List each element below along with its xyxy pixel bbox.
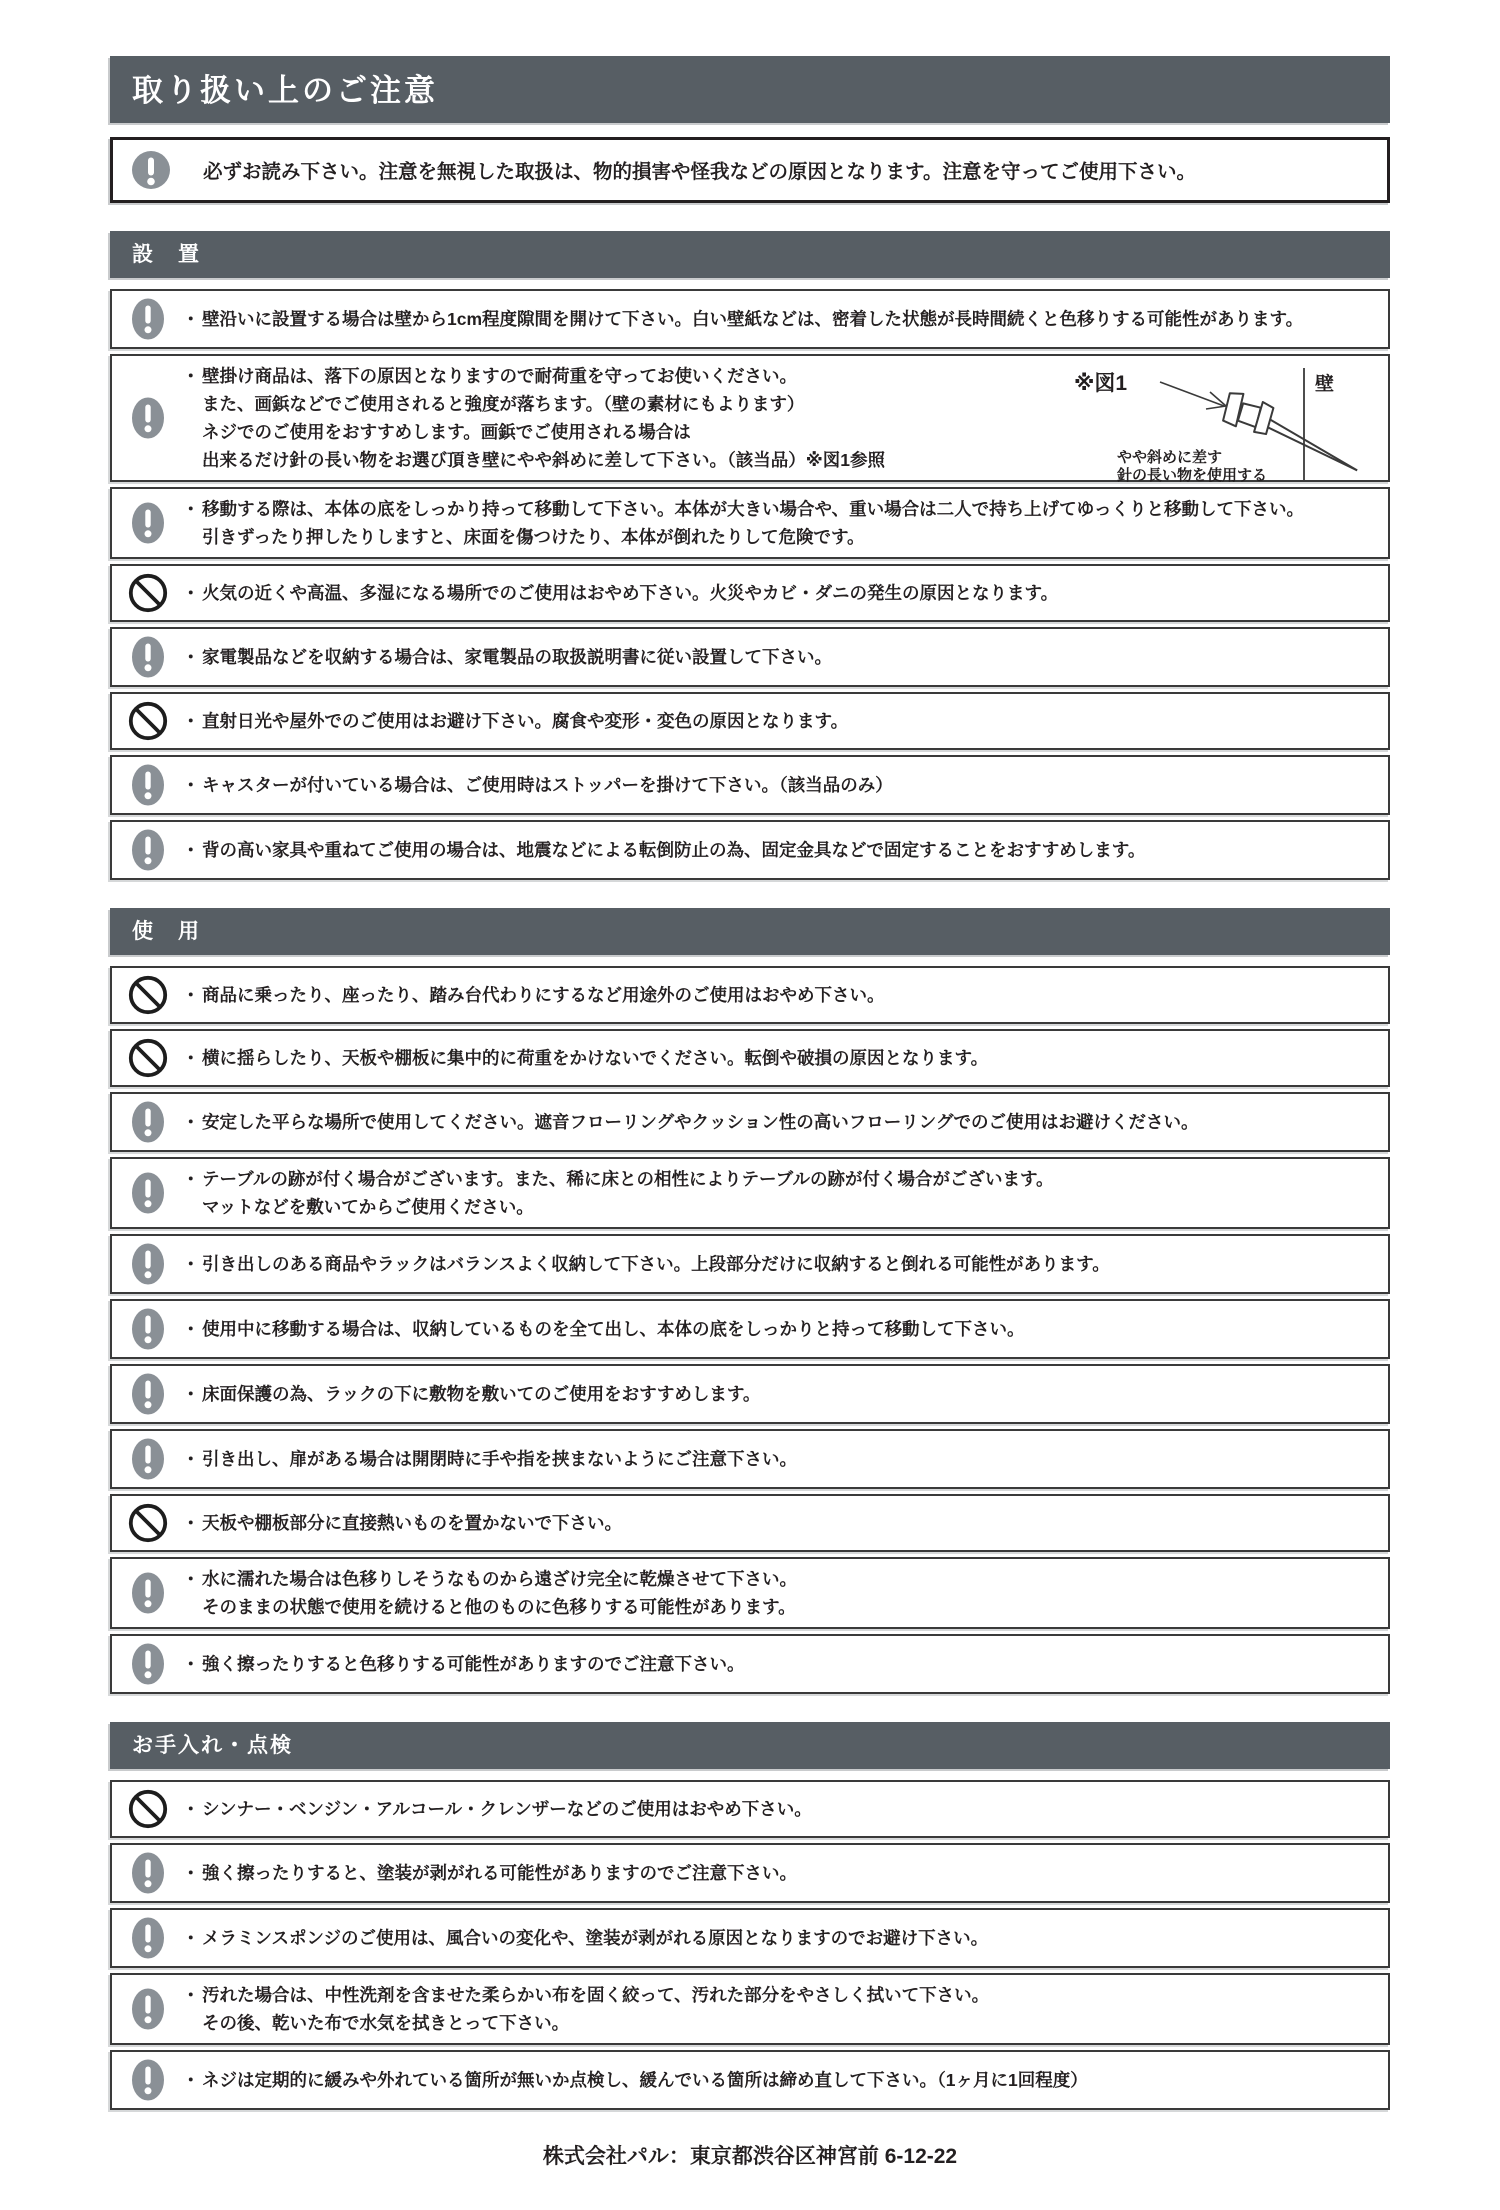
caution-item	[110, 1557, 1390, 1629]
prohibition-icon	[127, 974, 169, 1016]
prohibition-icon	[127, 1037, 169, 1079]
item-text: ・ 引き出し、扉がある場合は開閉時に手や指を挟まないようにご注意下さい。	[182, 1445, 797, 1473]
item-text: ・ 強く擦ったりすると色移りする可能性がありますのでご注意下さい。	[182, 1650, 745, 1678]
company-address: 株式会社パル：東京都渋谷区神宮前 6-12-22	[542, 2145, 958, 2168]
caution-exclamation-icon	[131, 1851, 165, 1895]
item-text: ・ 強く擦ったりすると、塗装が剥がれる可能性がありますのでご注意下さい。	[182, 1859, 797, 1887]
item-text: ・ 背の高い家具や重ねてご使用の場合は、地震などによる転倒防止の為、固定金具などで固定することをおすすめします。	[182, 836, 1145, 864]
bullet: ・	[182, 985, 200, 1005]
page-title: 取り扱い上のご注意	[110, 56, 1390, 123]
caution-exclamation-icon	[131, 1372, 165, 1416]
section-header: 設 置	[110, 231, 1390, 278]
caution-item	[110, 487, 1390, 559]
caution-item	[110, 1843, 1390, 1903]
caution-item	[110, 1299, 1390, 1359]
section-items	[110, 1780, 1390, 2110]
caution-exclamation-icon	[131, 501, 165, 545]
section-header: お手入れ・点検	[110, 1722, 1390, 1769]
item-text: ・ ネジは定期的に緩みや外れている箇所が無いか点検し、緩んでいる箇所は締め直して下さい。（1ヶ月に1回程度）	[182, 2066, 1088, 2094]
item-text: ・ 直射日光や屋外でのご使用はお避け下さい。腐食や変形・変色の原因となります。	[182, 707, 848, 735]
item-text: ・ 使用中に移動する場合は、収納しているものを全て出し、本体の底をしっかりと持って移動して下さい。	[182, 1315, 1025, 1343]
caution-item	[110, 1634, 1390, 1694]
item-text: ・ 天板や棚板部分に直接熱いものを置かないで下さい。	[182, 1509, 622, 1537]
prohibition-icon	[127, 1502, 169, 1544]
item-text: ・ 安定した平らな場所で使用してください。遮音フローリングやクッション性の高いフローリングでのご使用はお避けください。	[182, 1108, 1198, 1136]
prohibition-icon	[127, 700, 169, 742]
item-text: その後、乾いた布で水気を拭きとって下さい。	[202, 2013, 570, 2033]
caution-exclamation-icon	[131, 1437, 165, 1481]
svg-text:壁: 壁	[1315, 374, 1335, 395]
caution-item	[110, 1429, 1390, 1489]
caution-item	[110, 1364, 1390, 1424]
caution-exclamation-icon	[131, 635, 165, 679]
caution-exclamation-icon	[131, 828, 165, 872]
item-text: ・ 汚れた場合は、中性洗剤を含ませた柔らかい布を固く絞って、汚れた部分をやさしく拭いて下さい。	[182, 1981, 989, 2009]
bullet: ・	[182, 2070, 200, 2090]
caution-item	[110, 354, 1390, 482]
prohibition-item	[110, 966, 1390, 1024]
figure1-pushpin-diagram	[1072, 360, 1382, 482]
section-header: 使 用	[110, 908, 1390, 955]
bullet: ・	[182, 1513, 200, 1533]
item-text: ・ 床面保護の為、ラックの下に敷物を敷いてのご使用をおすすめします。	[182, 1380, 760, 1408]
prohibition-icon	[127, 572, 169, 614]
item-text: そのままの状態で使用を続けると他のものに色移りする可能性があります。	[202, 1597, 796, 1617]
bullet: ・	[182, 647, 200, 667]
bullet: ・	[182, 775, 200, 795]
caution-item	[110, 1908, 1390, 1968]
bullet: ・	[182, 1112, 200, 1132]
item-text: 引きずったり押したりしますと、床面を傷つけたり、本体が倒れたりして危険です。	[202, 527, 865, 547]
caution-exclamation-icon	[131, 1242, 165, 1286]
prohibition-item	[110, 1780, 1390, 1838]
item-text: ・ 壁沿いに設置する場合は壁から1cm程度隙間を開けて下さい。白い壁紙などは、密着した状態が長時間続くと色移りする可能性があります。	[182, 305, 1303, 333]
caution-exclamation-icon	[131, 297, 165, 341]
caution-exclamation-icon	[131, 1571, 165, 1615]
caution-exclamation-icon	[131, 1916, 165, 1960]
notice-banner	[110, 137, 1390, 203]
caution-exclamation-icon	[131, 1100, 165, 1144]
bullet: ・	[182, 840, 200, 860]
caution-item	[110, 1157, 1390, 1229]
caution-item	[110, 1973, 1390, 2045]
prohibition-icon	[127, 1788, 169, 1830]
bullet: ・	[182, 1254, 200, 1274]
svg-text:針の長い物を使用する: 針の長い物を使用する	[1117, 467, 1268, 482]
caution-exclamation-icon	[131, 1307, 165, 1351]
item-text: ネジでのご使用をおすすめします。画鋲でご使用される場合は	[202, 422, 691, 442]
item-text: ・ テーブルの跡が付く場合がございます。また、稀に床との相性によりテーブルの跡が付く場合がございます。	[182, 1165, 1054, 1193]
caution-exclamation-icon	[131, 2058, 165, 2102]
item-text: マットなどを敷いてからご使用ください。	[202, 1197, 534, 1217]
bullet: ・	[182, 1569, 200, 1589]
caution-exclamation-icon	[131, 763, 165, 807]
prohibition-item	[110, 564, 1390, 622]
bullet: ・	[182, 309, 200, 329]
bullet: ・	[182, 583, 200, 603]
caution-item	[110, 1092, 1390, 1152]
item-text: また、画鋲などでご使用されると強度が落ちます。（壁の素材にもよります）	[202, 394, 805, 414]
bullet: ・	[182, 1048, 200, 1068]
item-text: ・ 横に揺らしたり、天板や棚板に集中的に荷重をかけないでください。転倒や破損の原因となります。	[182, 1044, 988, 1072]
caution-item	[110, 2050, 1390, 2110]
caution-item	[110, 627, 1390, 687]
item-text: ・ 移動する際は、本体の底をしっかり持って移動して下さい。本体が大きい場合や、重い場合は二人で持ち上げてゆっくりと移動して下さい。	[182, 495, 1304, 523]
caution-item	[110, 820, 1390, 880]
bullet: ・	[182, 1654, 200, 1674]
item-text: ・ キャスターが付いている場合は、ご使用時はストッパーを掛けて下さい。（該当品のみ）	[182, 771, 893, 799]
caution-item	[110, 755, 1390, 815]
bullet: ・	[182, 1384, 200, 1404]
caution-item	[110, 289, 1390, 349]
item-text: 出来るだけ針の長い物をお選び頂き壁にやや斜めに差して下さい。（該当品）※図1参照	[202, 450, 885, 470]
bullet: ・	[182, 1319, 200, 1339]
caution-exclamation-icon	[131, 1642, 165, 1686]
caution-item	[110, 1234, 1390, 1294]
item-text: ・ 家電製品などを収納する場合は、家電製品の取扱説明書に従い設置して下さい。	[182, 643, 832, 671]
bullet: ・	[182, 1928, 200, 1948]
item-text: ・ 水に濡れた場合は色移りしそうなものから遠ざけ完全に乾燥させて下さい。	[182, 1565, 797, 1593]
item-text: ・ シンナー・ベンジン・アルコール・クレンザーなどのご使用はおやめ下さい。	[182, 1795, 812, 1823]
prohibition-item	[110, 692, 1390, 750]
item-text: ・ 引き出しのある商品やラックはバランスよく収納して下さい。上段部分だけに収納すると倒れる可能性があります。	[182, 1250, 1110, 1278]
item-text: ・ メラミンスポンジのご使用は、風合いの変化や、塗装が剥がれる原因となりますのでお避け下さい。	[182, 1924, 988, 1952]
bullet: ・	[182, 499, 200, 519]
bullet: ・	[182, 1169, 200, 1189]
prohibition-item	[110, 1494, 1390, 1552]
caution-exclamation-icon	[131, 1987, 165, 2031]
caution-exclamation-icon	[131, 396, 165, 440]
svg-text:やや斜めに差す: やや斜めに差す	[1117, 449, 1223, 466]
section-items	[110, 966, 1390, 1694]
item-text: ・ 商品に乗ったり、座ったり、踏み台代わりにするなど用途外のご使用はおやめ下さい。	[182, 981, 885, 1009]
bullet: ・	[182, 711, 200, 731]
svg-text:※図1: ※図1	[1074, 372, 1128, 395]
sections	[110, 231, 1390, 2110]
bullet: ・	[182, 1863, 200, 1883]
bullet: ・	[182, 366, 200, 386]
notice-text: 必ずお読み下さい。注意を無視した取扱は、物的損害や怪我などの原因となります。注意を守ってご使用下さい。	[203, 161, 1196, 183]
item-text: ・ 壁掛け商品は、落下の原因となりますので耐荷重を守ってお使いください。	[182, 362, 885, 390]
item-text: ・ 火気の近くや高温、多湿になる場所でのご使用はおやめ下さい。火災やカビ・ダニの発生の原因となります。	[182, 579, 1058, 607]
section-items	[110, 289, 1390, 880]
bullet: ・	[182, 1449, 200, 1469]
exclamation-icon	[129, 149, 173, 191]
bullet: ・	[182, 1799, 200, 1819]
prohibition-item	[110, 1029, 1390, 1087]
caution-exclamation-icon	[131, 1171, 165, 1215]
bullet: ・	[182, 1985, 200, 2005]
